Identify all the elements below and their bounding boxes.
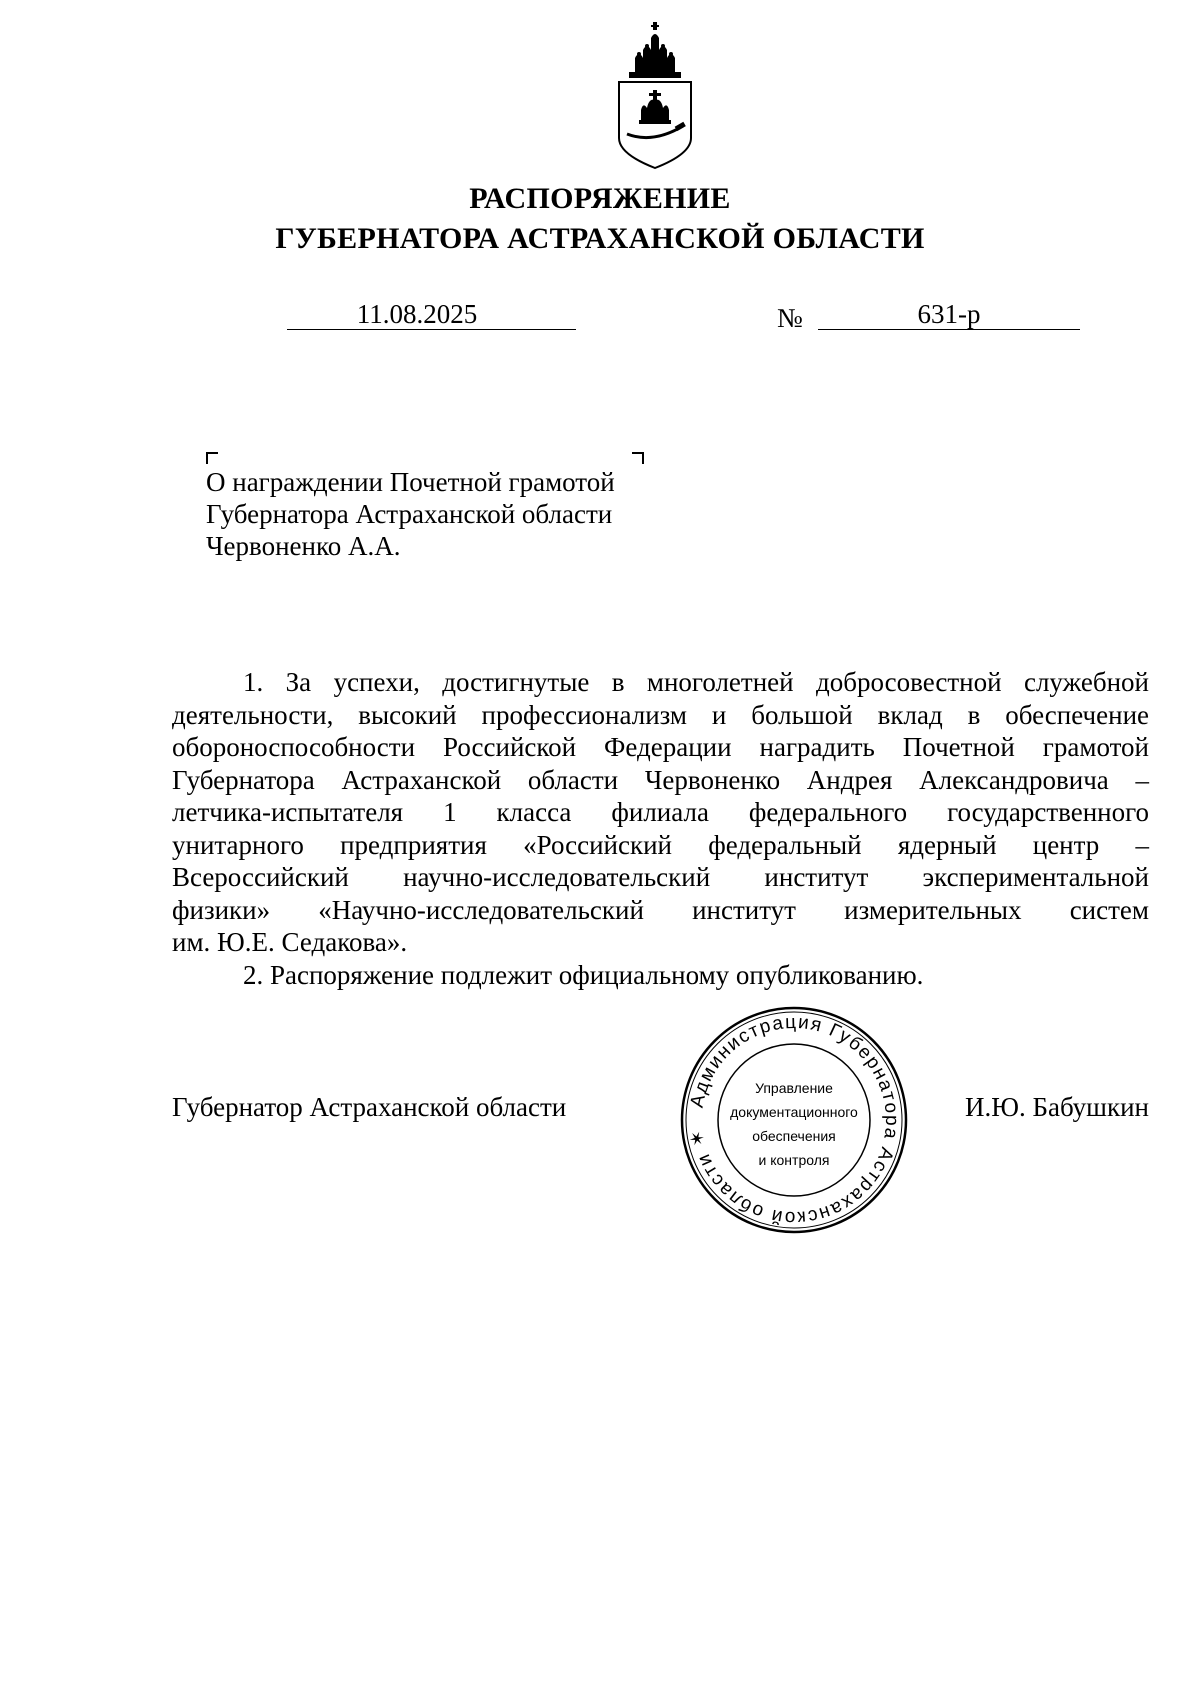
signatory-name: И.Ю. Бабушкин (964, 1092, 1149, 1122)
stamp-ring-text: Администрация Губернатора Астраханской области ✶ (686, 1011, 903, 1229)
document-number: 631-р (917, 299, 981, 329)
stamp-center-line: обеспечения (752, 1128, 836, 1144)
paragraph-1-line: Губернатора Астраханской области Червоненко Андрея Александровича – (172, 764, 1149, 795)
document-body (172, 666, 1149, 991)
document-type-title: РАСПОРЯЖЕНИЕ (469, 182, 731, 215)
stamp-center-line: и контроля (758, 1152, 830, 1168)
subject-line: Червоненко А.А. (206, 531, 401, 561)
stamp-center-line: Управление (755, 1080, 833, 1096)
document-subject (206, 466, 646, 562)
paragraph-1-line: 1. За успехи, достигнутые в многолетней добросовестной служебной (243, 667, 1149, 697)
coat-of-arms-emblem (613, 20, 697, 170)
document-date: 11.08.2025 (356, 299, 478, 329)
paragraph-1-line: летчика-испытателя 1 класса филиала федерального государственного (172, 797, 1149, 827)
paragraph-1-line: унитарного предприятия «Российский федеральный ядерный центр – (172, 829, 1149, 860)
paragraph-1-line: обороноспособности Российской Федерации наградить Почетной грамотой (172, 732, 1149, 762)
subject-line: О награждении Почетной грамотой (206, 467, 615, 497)
paragraph-1-line: Всероссийский научно-исследовательский институт экспериментальной (172, 862, 1149, 892)
official-stamp (679, 1005, 909, 1235)
subject-line: Губернатора Астраханской области (206, 499, 613, 529)
subject-bracket-left (206, 452, 218, 464)
paragraph-2: 2. Распоряжение подлежит официальному опубликованию. (243, 959, 924, 990)
number-sign: № (777, 303, 803, 333)
subject-bracket-right (632, 452, 644, 464)
paragraph-1-line: деятельности, высокий профессионализм и большой вклад в обеспечение (172, 699, 1149, 730)
paragraph-1-line: им. Ю.Е. Седакова». (172, 927, 408, 957)
date-underline (287, 329, 576, 330)
signatory-title: Губернатор Астраханской области (172, 1092, 567, 1122)
stamp-center-line: документационного (730, 1104, 858, 1120)
issuer-title: ГУБЕРНАТОРА АСТРАХАНСКОЙ ОБЛАСТИ (275, 222, 925, 255)
number-underline (818, 329, 1080, 330)
paragraph-1-line: физики» «Научно-исследовательский институт измерительных систем (172, 894, 1149, 925)
